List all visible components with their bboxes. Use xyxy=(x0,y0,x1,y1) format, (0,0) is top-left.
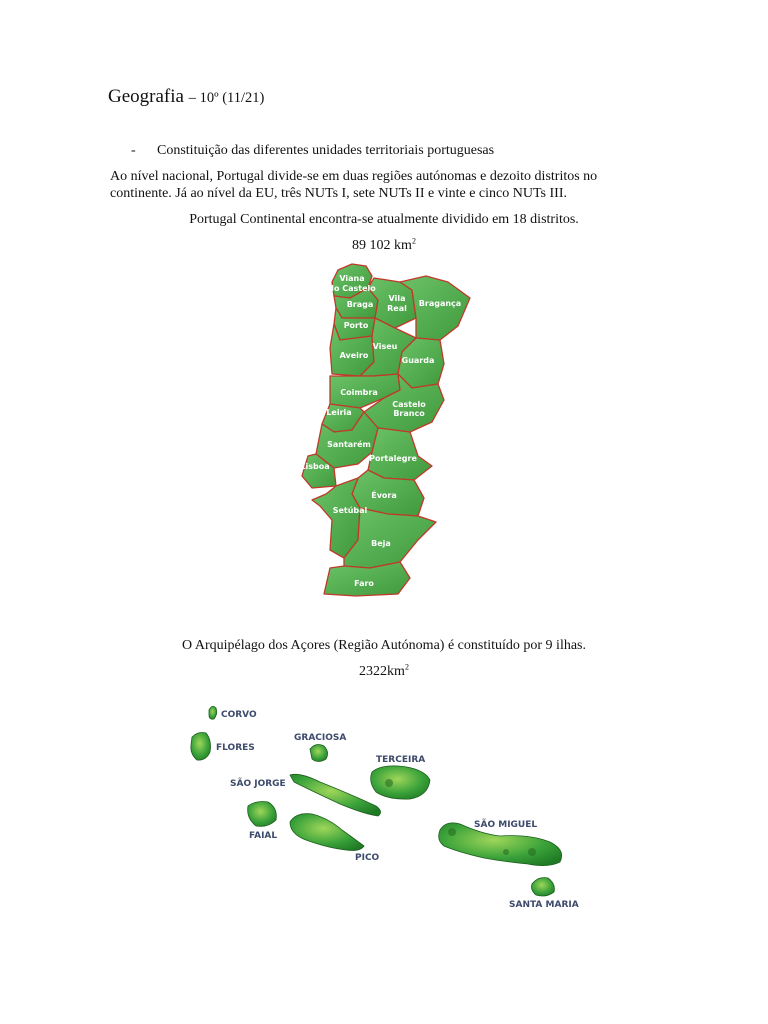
title-text: Geografia xyxy=(108,86,184,107)
label-viana-2: do Castelo xyxy=(328,284,376,293)
label-terceira: TERCEIRA xyxy=(376,755,426,765)
island-shapes xyxy=(191,706,562,896)
label-evora: Évora xyxy=(371,491,397,500)
sao-miguel-crater-west xyxy=(448,828,456,836)
label-corvo: CORVO xyxy=(221,710,257,720)
label-braganca: Bragança xyxy=(418,299,462,308)
label-vila-real-2: Real xyxy=(387,304,407,313)
label-coimbra: Coimbra xyxy=(340,388,378,397)
label-portalegre: Portalegre xyxy=(369,454,417,463)
label-sao-jorge: SÃO JORGE xyxy=(230,779,286,789)
label-pico: PICO xyxy=(355,853,380,863)
bullet-text: Constituição das diferentes unidades territoriais portuguesas xyxy=(157,143,495,158)
label-guarda: Guarda xyxy=(401,356,435,365)
label-graciosa: GRACIOSA xyxy=(294,733,347,743)
label-beja: Beja xyxy=(371,539,391,548)
portugal-districts-map xyxy=(296,260,476,605)
island-terceira xyxy=(371,766,430,799)
label-santarem: Santarém xyxy=(327,440,371,449)
label-viseu: Viseu xyxy=(372,342,398,351)
label-castelo-branco-2: Branco xyxy=(393,409,425,418)
island-flores xyxy=(191,733,211,761)
label-flores: FLORES xyxy=(216,743,255,753)
continent-area xyxy=(0,238,768,254)
label-aveiro: Aveiro xyxy=(339,351,369,360)
label-lisboa: Lisboa xyxy=(300,462,330,471)
page-title xyxy=(108,86,264,108)
island-corvo xyxy=(209,706,217,719)
continent-area-value: 89 102 km xyxy=(352,238,412,253)
label-sao-miguel: SÃO MIGUEL xyxy=(474,820,538,830)
azores-area-value: 2322km xyxy=(359,664,405,679)
label-faial: FAIAL xyxy=(249,831,278,841)
island-santa-maria xyxy=(532,878,555,896)
label-viana-1: Viana xyxy=(339,274,365,283)
azores-area xyxy=(0,664,768,680)
azores-area-exponent: 2 xyxy=(404,662,409,672)
island-sao-jorge xyxy=(290,774,381,816)
label-braga: Braga xyxy=(346,300,374,309)
label-santa-maria: SANTA MARIA xyxy=(509,900,579,910)
label-setubal: Setúbal xyxy=(332,506,368,515)
intro-paragraph: Ao nível nacional, Portugal divide-se em duas regiões autónomas e dezoito distritos no continente. Já ao nível da EU, três NUTs I, sete NUTs II e vinte e cinco NUTs III. xyxy=(110,169,598,201)
continent-area-exponent: 2 xyxy=(411,236,416,246)
label-faro: Faro xyxy=(354,579,374,588)
label-vila-real-1: Vila xyxy=(388,294,406,303)
sao-miguel-crater-east xyxy=(528,848,536,856)
label-porto: Porto xyxy=(343,321,369,330)
island-pico xyxy=(290,814,364,851)
title-subtitle: – 10º (11/21) xyxy=(188,90,265,106)
azores-islands-map xyxy=(180,695,600,920)
island-graciosa xyxy=(310,745,328,762)
label-leiria: Leiria xyxy=(326,408,352,417)
terceira-crater xyxy=(385,779,393,787)
azores-caption: O Arquipélago dos Açores (Região Autónoma) é constituído por 9 ilhas. xyxy=(182,638,586,653)
continent-caption: Portugal Continental encontra-se atualmente dividido em 18 distritos. xyxy=(189,212,579,227)
sao-miguel-crater-center xyxy=(503,849,509,855)
label-castelo-branco-1: Castelo xyxy=(392,400,426,409)
island-faial xyxy=(248,802,277,827)
bullet-marker: - xyxy=(131,143,136,158)
